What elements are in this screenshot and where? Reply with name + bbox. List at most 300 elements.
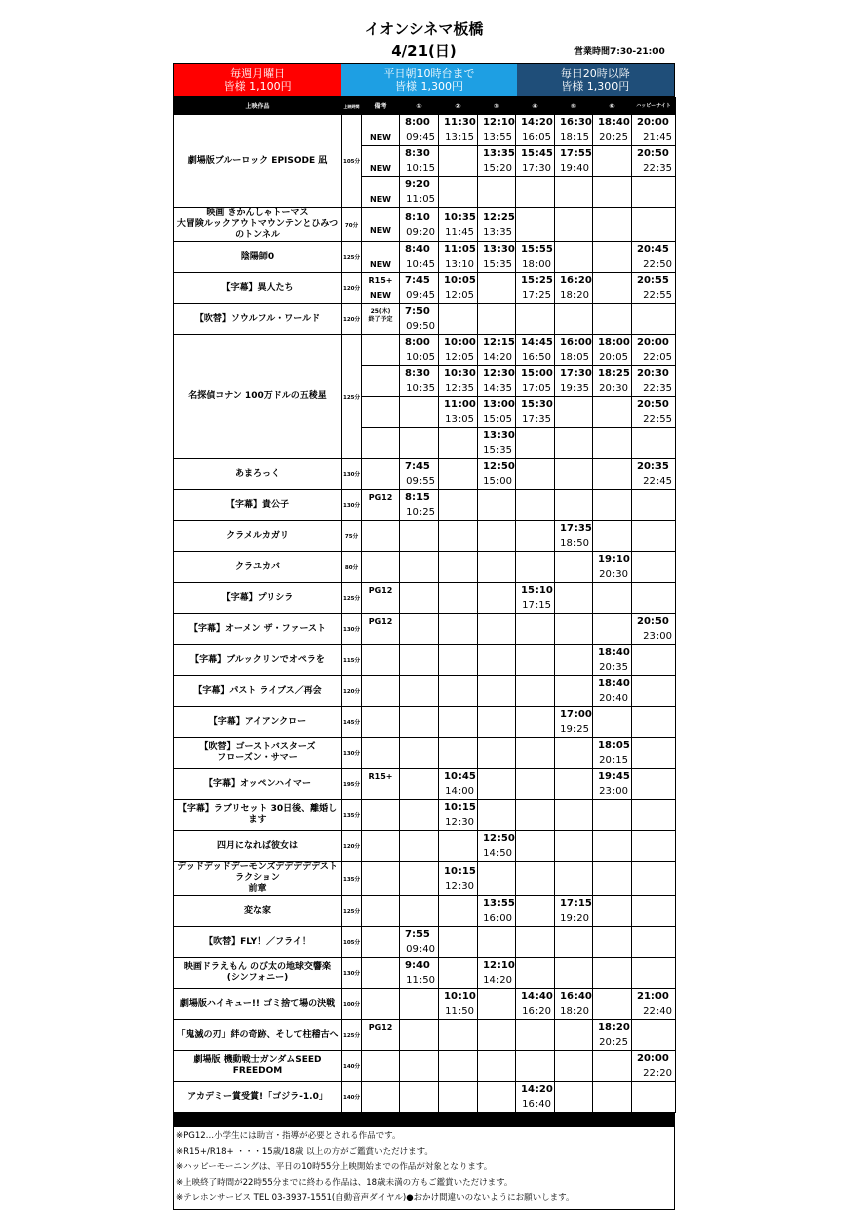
empty-slot bbox=[400, 831, 438, 861]
screen-3-slot[interactable] bbox=[478, 242, 516, 273]
film-note bbox=[362, 1051, 400, 1082]
screen-2-slot[interactable] bbox=[439, 769, 478, 800]
start-time: 16:00 bbox=[560, 337, 592, 348]
happy-night-slot[interactable] bbox=[632, 242, 676, 273]
empty-slot bbox=[400, 397, 438, 427]
film-title-text: 【字幕】オッペンハイマー bbox=[203, 778, 312, 789]
screen-5-slot[interactable] bbox=[555, 335, 593, 366]
film-duration: 125分 bbox=[342, 1020, 362, 1051]
screen-6-slot bbox=[593, 707, 632, 738]
empty-slot bbox=[593, 177, 631, 207]
film-note bbox=[362, 676, 400, 707]
empty-slot bbox=[400, 800, 438, 830]
screen-1-slot[interactable] bbox=[400, 146, 439, 177]
empty-slot bbox=[439, 1082, 477, 1112]
happy-night-slot[interactable] bbox=[632, 273, 676, 304]
screen-1-slot bbox=[400, 645, 439, 676]
empty-slot bbox=[439, 304, 477, 334]
screen-3-slot[interactable] bbox=[478, 831, 516, 862]
start-time: 15:30 bbox=[521, 399, 553, 410]
screen-5-slot[interactable] bbox=[555, 989, 593, 1020]
screen-4-slot bbox=[516, 1051, 555, 1082]
screen-2-slot bbox=[439, 146, 478, 177]
start-time: 15:10 bbox=[521, 585, 553, 596]
screen-4-slot[interactable] bbox=[516, 146, 555, 177]
film-duration: 195分 bbox=[342, 769, 362, 800]
screen-6-slot bbox=[593, 397, 632, 428]
empty-slot bbox=[555, 614, 592, 644]
empty-slot bbox=[632, 769, 675, 799]
empty-slot bbox=[632, 428, 675, 458]
empty-slot bbox=[439, 614, 477, 644]
happy-night-slot bbox=[632, 1082, 676, 1113]
screen-6-slot[interactable] bbox=[593, 115, 632, 146]
screen-6-slot[interactable] bbox=[593, 738, 632, 769]
film-title-line: 前章 bbox=[248, 884, 267, 894]
screen-4-slot bbox=[516, 304, 555, 335]
end-time: 19:25 bbox=[560, 724, 589, 735]
screen-3-slot bbox=[478, 800, 516, 831]
screen-4-slot[interactable] bbox=[516, 366, 555, 397]
screen-1-slot bbox=[400, 552, 439, 583]
note-text: R15+ bbox=[368, 772, 393, 781]
film-title-text: 劇場版ハイキュー!! ゴミ捨て場の決戦 bbox=[179, 998, 336, 1009]
happy-night-slot bbox=[632, 552, 676, 583]
start-time: 9:20 bbox=[405, 179, 430, 190]
screen-1-slot[interactable] bbox=[400, 490, 439, 521]
happy-night-slot bbox=[632, 707, 676, 738]
footnote: ※PG12…小学生には助言・指導が必要とされる作品です。 bbox=[176, 1131, 401, 1141]
happy-night-slot[interactable] bbox=[632, 146, 676, 177]
end-time: 14:50 bbox=[483, 848, 512, 859]
table-row bbox=[174, 208, 676, 242]
screen-1-slot[interactable] bbox=[400, 177, 439, 208]
film-note bbox=[362, 831, 400, 862]
film-title bbox=[174, 208, 342, 242]
end-time: 20:25 bbox=[599, 132, 628, 143]
screen-5-slot bbox=[555, 304, 593, 335]
film-title bbox=[174, 927, 342, 958]
col-screen-4: ④ bbox=[516, 98, 555, 115]
screen-6-slot bbox=[593, 428, 632, 459]
screen-5-slot bbox=[555, 927, 593, 958]
screen-4-slot[interactable] bbox=[516, 583, 555, 614]
screen-2-slot bbox=[439, 1051, 478, 1082]
empty-slot bbox=[400, 1082, 438, 1112]
screen-1-slot[interactable] bbox=[400, 115, 439, 146]
screen-2-slot[interactable] bbox=[439, 989, 478, 1020]
film-title bbox=[174, 769, 342, 800]
empty-slot bbox=[478, 676, 515, 706]
happy-night-slot[interactable] bbox=[632, 335, 676, 366]
end-time: 22:50 bbox=[643, 259, 672, 270]
table-row bbox=[174, 800, 676, 831]
footnote: ※R15+/R18+ ・・・15歳/18歳 以上の方がご鑑賞いただけます。 bbox=[176, 1146, 433, 1157]
screen-3-slot bbox=[478, 177, 516, 208]
start-time: 20:50 bbox=[637, 399, 669, 410]
happy-night-slot bbox=[632, 676, 676, 707]
start-time: 8:00 bbox=[405, 337, 430, 348]
end-time: 17:25 bbox=[522, 290, 551, 301]
end-time: 20:25 bbox=[599, 1037, 628, 1048]
film-title bbox=[174, 831, 342, 862]
empty-slot bbox=[632, 490, 675, 520]
screen-3-slot[interactable] bbox=[478, 366, 516, 397]
screen-4-slot bbox=[516, 177, 555, 208]
start-time: 12:25 bbox=[483, 211, 515, 223]
film-note bbox=[362, 800, 400, 831]
empty-slot bbox=[632, 958, 675, 988]
screen-1-slot bbox=[400, 1051, 439, 1082]
screen-3-slot bbox=[478, 552, 516, 583]
empty-slot bbox=[593, 864, 631, 894]
screen-6-slot bbox=[593, 146, 632, 177]
price-monday-label: 毎週月曜日 bbox=[230, 67, 286, 80]
empty-slot bbox=[516, 1051, 554, 1081]
film-note bbox=[362, 177, 400, 208]
happy-night-slot[interactable] bbox=[632, 115, 676, 146]
screen-6-slot[interactable] bbox=[593, 676, 632, 707]
screen-4-slot bbox=[516, 676, 555, 707]
film-title-line: 大冒険ルックアウトマウンテンとひみつのトンネル bbox=[176, 219, 339, 240]
screen-3-slot[interactable] bbox=[478, 146, 516, 177]
screen-2-slot[interactable] bbox=[439, 208, 478, 242]
film-note bbox=[362, 459, 400, 490]
happy-night-slot[interactable] bbox=[632, 459, 676, 490]
end-time: 09:50 bbox=[406, 321, 435, 332]
empty-slot bbox=[593, 210, 631, 240]
empty-slot bbox=[593, 428, 631, 458]
col-screen-6: ⑥ bbox=[593, 98, 632, 115]
empty-slot bbox=[632, 552, 675, 582]
end-time: 11:50 bbox=[406, 975, 435, 986]
start-time: 14:20 bbox=[521, 117, 553, 128]
screen-5-slot[interactable] bbox=[555, 366, 593, 397]
empty-slot bbox=[516, 614, 554, 644]
screen-1-slot[interactable] bbox=[400, 273, 439, 304]
happy-night-slot bbox=[632, 800, 676, 831]
film-duration: 125分 bbox=[342, 242, 362, 273]
happy-night-slot bbox=[632, 645, 676, 676]
film-title-text: クラメルカガリ bbox=[226, 530, 289, 541]
end-time: 15:05 bbox=[483, 414, 512, 425]
screen-5-slot bbox=[555, 676, 593, 707]
empty-slot bbox=[439, 738, 477, 768]
end-time: 17:35 bbox=[522, 414, 551, 425]
start-time: 14:45 bbox=[521, 337, 553, 348]
screen-2-slot bbox=[439, 676, 478, 707]
film-note bbox=[362, 208, 400, 242]
empty-slot bbox=[439, 1051, 477, 1081]
film-note bbox=[362, 552, 400, 583]
start-time: 18:00 bbox=[598, 337, 630, 348]
film-note bbox=[362, 397, 400, 428]
screen-1-slot[interactable] bbox=[400, 958, 439, 989]
empty-slot bbox=[632, 1082, 675, 1112]
screen-6-slot[interactable] bbox=[593, 645, 632, 676]
screen-2-slot[interactable] bbox=[439, 862, 478, 896]
film-duration: 120分 bbox=[342, 831, 362, 862]
note-text: PG12 bbox=[368, 1023, 393, 1032]
end-time: 22:55 bbox=[643, 290, 672, 301]
film-note bbox=[362, 614, 400, 645]
empty-slot bbox=[400, 552, 438, 582]
empty-slot bbox=[555, 552, 592, 582]
note-text: PG12 bbox=[368, 586, 393, 595]
screen-1-slot[interactable] bbox=[400, 242, 439, 273]
film-title bbox=[174, 862, 342, 896]
empty-slot bbox=[632, 521, 675, 551]
start-time: 12:10 bbox=[483, 960, 515, 971]
screen-5-slot bbox=[555, 242, 593, 273]
film-duration: 105分 bbox=[342, 927, 362, 958]
screen-1-slot[interactable] bbox=[400, 366, 439, 397]
film-duration: 140分 bbox=[342, 1082, 362, 1113]
screen-3-slot[interactable] bbox=[478, 208, 516, 242]
screen-2-slot bbox=[439, 428, 478, 459]
screen-1-slot[interactable] bbox=[400, 304, 439, 335]
screen-6-slot bbox=[593, 583, 632, 614]
col-note: 備考 bbox=[362, 98, 400, 115]
empty-slot bbox=[632, 177, 675, 207]
empty-slot bbox=[439, 521, 477, 551]
empty-slot bbox=[516, 645, 554, 675]
film-duration: 130分 bbox=[342, 614, 362, 645]
screen-6-slot[interactable] bbox=[593, 1020, 632, 1051]
film-title bbox=[174, 115, 342, 208]
empty-slot bbox=[478, 989, 515, 1019]
note-text: NEW bbox=[370, 226, 391, 235]
screen-2-slot[interactable] bbox=[439, 335, 478, 366]
empty-slot bbox=[555, 1020, 592, 1050]
empty-slot bbox=[516, 769, 554, 799]
film-title-line: フローズン・サマー bbox=[217, 753, 298, 763]
empty-slot bbox=[439, 831, 477, 861]
screen-4-slot[interactable] bbox=[516, 989, 555, 1020]
end-time: 13:05 bbox=[445, 414, 474, 425]
empty-slot bbox=[555, 459, 592, 489]
screen-6-slot[interactable] bbox=[593, 552, 632, 583]
end-time: 18:15 bbox=[560, 132, 589, 143]
screen-6-slot[interactable] bbox=[593, 366, 632, 397]
screen-6-slot[interactable] bbox=[593, 335, 632, 366]
table-row bbox=[174, 707, 676, 738]
film-note bbox=[362, 335, 400, 366]
end-time: 23:00 bbox=[643, 631, 672, 642]
screen-3-slot bbox=[478, 676, 516, 707]
screen-1-slot[interactable] bbox=[400, 335, 439, 366]
screen-1-slot bbox=[400, 707, 439, 738]
empty-slot bbox=[632, 831, 675, 861]
film-title bbox=[174, 242, 342, 273]
table-row bbox=[174, 521, 676, 552]
screen-5-slot[interactable] bbox=[555, 521, 593, 552]
end-time: 12:05 bbox=[445, 352, 474, 363]
screen-5-slot bbox=[555, 645, 593, 676]
film-note bbox=[362, 242, 400, 273]
screen-2-slot bbox=[439, 1082, 478, 1113]
screen-1-slot[interactable] bbox=[400, 459, 439, 490]
screen-2-slot bbox=[439, 304, 478, 335]
empty-slot bbox=[400, 707, 438, 737]
empty-slot bbox=[478, 738, 515, 768]
empty-slot bbox=[439, 1020, 477, 1050]
screen-2-slot[interactable] bbox=[439, 366, 478, 397]
note-text: NEW bbox=[370, 164, 391, 173]
screen-2-slot[interactable] bbox=[439, 273, 478, 304]
screen-3-slot bbox=[478, 989, 516, 1020]
end-time: 13:10 bbox=[445, 259, 474, 270]
start-time: 7:45 bbox=[405, 461, 430, 472]
start-time: 15:45 bbox=[521, 148, 553, 159]
screen-2-slot[interactable] bbox=[439, 115, 478, 146]
end-time: 19:40 bbox=[560, 163, 589, 174]
film-title bbox=[174, 335, 342, 459]
empty-slot bbox=[632, 707, 675, 737]
screen-5-slot bbox=[555, 862, 593, 896]
screen-4-slot[interactable] bbox=[516, 397, 555, 428]
happy-night-slot[interactable] bbox=[632, 1051, 676, 1082]
screen-1-slot[interactable] bbox=[400, 927, 439, 958]
empty-slot bbox=[593, 490, 631, 520]
screen-4-slot[interactable] bbox=[516, 335, 555, 366]
business-hours: 営業時間7:30-21:00 bbox=[574, 47, 665, 57]
start-time: 20:00 bbox=[637, 337, 669, 348]
empty-slot bbox=[593, 831, 631, 861]
screen-6-slot bbox=[593, 521, 632, 552]
screen-3-slot[interactable] bbox=[478, 428, 516, 459]
screen-2-slot bbox=[439, 927, 478, 958]
end-time: 23:00 bbox=[599, 786, 628, 797]
film-duration: 135分 bbox=[342, 800, 362, 831]
start-time: 12:50 bbox=[483, 833, 515, 844]
empty-slot bbox=[593, 896, 631, 926]
screen-4-slot[interactable] bbox=[516, 242, 555, 273]
screen-1-slot[interactable] bbox=[400, 208, 439, 242]
start-time: 7:55 bbox=[405, 929, 430, 940]
end-time: 18:20 bbox=[560, 290, 589, 301]
start-time: 14:40 bbox=[521, 991, 553, 1002]
empty-slot bbox=[516, 428, 554, 458]
empty-slot bbox=[478, 177, 515, 207]
screen-6-slot bbox=[593, 896, 632, 927]
table-row bbox=[174, 1082, 676, 1113]
empty-slot bbox=[555, 800, 592, 830]
happy-night-slot[interactable] bbox=[632, 366, 676, 397]
happy-night-slot[interactable] bbox=[632, 989, 676, 1020]
empty-slot bbox=[400, 583, 438, 613]
col-duration: 上映時間 bbox=[342, 98, 362, 115]
col-film: 上映作品 bbox=[174, 98, 342, 115]
screen-6-slot bbox=[593, 304, 632, 335]
empty-slot bbox=[439, 896, 477, 926]
empty-slot bbox=[555, 769, 592, 799]
footnote: ※上映終了時間が22時55分までに終わる作品は、18歳未満の方もご鑑賞いただけます。 bbox=[176, 1177, 513, 1188]
screen-5-slot[interactable] bbox=[555, 707, 593, 738]
start-time: 10:30 bbox=[444, 368, 476, 379]
empty-slot bbox=[632, 738, 675, 768]
film-title bbox=[174, 614, 342, 645]
happy-night-slot[interactable] bbox=[632, 614, 676, 645]
end-time: 11:05 bbox=[406, 194, 435, 205]
end-time: 22:55 bbox=[643, 414, 672, 425]
screen-6-slot bbox=[593, 242, 632, 273]
start-time: 20:45 bbox=[637, 244, 669, 255]
film-title-text: 名探偵コナン 100万ドルの五稜星 bbox=[188, 391, 327, 401]
schedule-table bbox=[173, 97, 676, 1113]
screen-2-slot[interactable] bbox=[439, 242, 478, 273]
screen-5-slot[interactable] bbox=[555, 146, 593, 177]
empty-slot bbox=[555, 958, 592, 988]
screen-5-slot[interactable] bbox=[555, 273, 593, 304]
empty-slot bbox=[478, 927, 515, 957]
empty-slot bbox=[439, 645, 477, 675]
screen-4-slot[interactable] bbox=[516, 273, 555, 304]
screen-2-slot[interactable] bbox=[439, 397, 478, 428]
empty-slot bbox=[593, 614, 631, 644]
screen-6-slot[interactable] bbox=[593, 769, 632, 800]
screen-5-slot[interactable] bbox=[555, 896, 593, 927]
price-bar bbox=[173, 63, 675, 97]
film-title-line: (シンフォニー) bbox=[226, 973, 289, 983]
screen-3-slot[interactable] bbox=[478, 397, 516, 428]
film-duration: 130分 bbox=[342, 738, 362, 769]
screen-4-slot bbox=[516, 896, 555, 927]
screen-3-slot[interactable] bbox=[478, 459, 516, 490]
empty-slot bbox=[400, 614, 438, 644]
film-title-text: クラユカバ bbox=[234, 561, 280, 572]
price-evening-label: 毎日20時以降 bbox=[560, 67, 630, 80]
table-header-row bbox=[174, 98, 676, 115]
start-time: 11:05 bbox=[444, 244, 476, 255]
screen-3-slot[interactable] bbox=[478, 896, 516, 927]
end-time: 10:25 bbox=[406, 507, 435, 518]
happy-night-slot[interactable] bbox=[632, 397, 676, 428]
screen-6-slot bbox=[593, 989, 632, 1020]
film-duration: 120分 bbox=[342, 676, 362, 707]
screen-3-slot bbox=[478, 862, 516, 896]
empty-slot bbox=[632, 864, 675, 894]
table-row bbox=[174, 958, 676, 989]
start-time: 12:30 bbox=[483, 368, 515, 379]
screen-2-slot[interactable] bbox=[439, 800, 478, 831]
footnote: ※テレホンサービス TEL 03-3937-1551(自動音声ダイヤル)●おかけ間違いのないようにお願いします。 bbox=[176, 1193, 575, 1203]
empty-slot bbox=[593, 927, 631, 957]
start-time: 13:00 bbox=[483, 399, 515, 410]
film-title-text: 「鬼滅の刃」絆の奇跡、そして柱稽古へ bbox=[176, 1029, 339, 1040]
note-text: PG12 bbox=[368, 617, 393, 626]
film-duration: 105分 bbox=[342, 115, 362, 208]
screen-3-slot[interactable] bbox=[478, 115, 516, 146]
end-time: 15:35 bbox=[483, 445, 512, 456]
screen-1-slot bbox=[400, 800, 439, 831]
table-row bbox=[174, 115, 676, 146]
table-row bbox=[174, 645, 676, 676]
screen-4-slot[interactable] bbox=[516, 115, 555, 146]
film-duration: 115分 bbox=[342, 645, 362, 676]
screen-3-slot[interactable] bbox=[478, 958, 516, 989]
film-note bbox=[362, 304, 400, 335]
start-time: 20:50 bbox=[637, 148, 669, 159]
screen-3-slot[interactable] bbox=[478, 335, 516, 366]
empty-slot bbox=[593, 1051, 631, 1081]
screen-4-slot[interactable] bbox=[516, 1082, 555, 1113]
screen-6-slot bbox=[593, 459, 632, 490]
screen-6-slot bbox=[593, 800, 632, 831]
end-time: 14:20 bbox=[483, 352, 512, 363]
screen-5-slot[interactable] bbox=[555, 115, 593, 146]
empty-slot bbox=[516, 177, 554, 207]
